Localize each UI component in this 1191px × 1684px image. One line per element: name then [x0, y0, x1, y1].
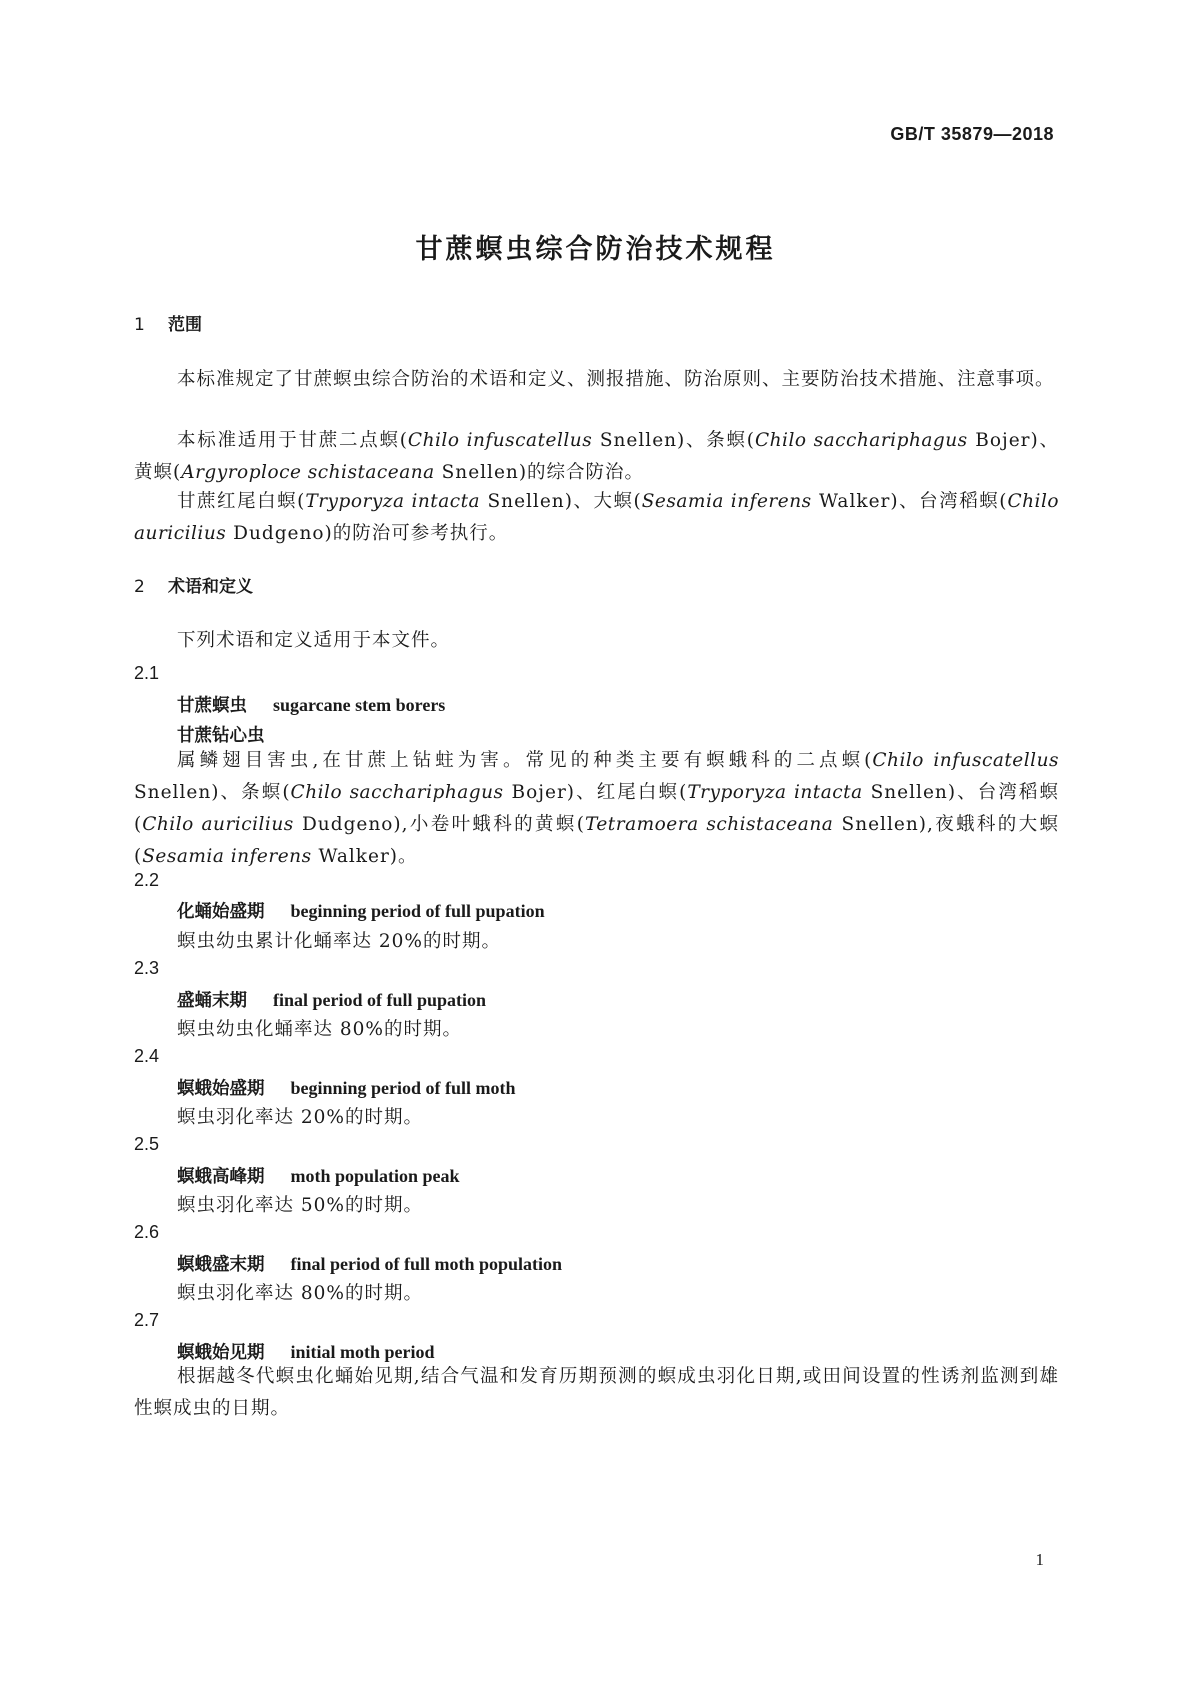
term-number: 2.3 — [134, 958, 160, 978]
section-title: 范围 — [168, 315, 202, 335]
term-number: 2.4 — [134, 1046, 160, 1066]
scope-paragraph-3: 甘蔗红尾白螟(Tryporyza intacta Snellen)、大螟(Sesamia inferens Walker)、台湾稻螟(Chilo auricilius Dudgeno)的防治可参考执行。 — [134, 491, 1060, 544]
term-definition: 螟虫幼虫累计化蛹率达 20%的时期。 — [177, 931, 502, 952]
scope-paragraph-2: 本标准适用于甘蔗二点螟(Chilo infuscatellus Snellen)、条螟(Chilo sacchariphagus Bojer)、黄螟(Argyroploce schistaceana Snellen)的综合防治。 — [134, 430, 1059, 483]
term-heading: 螟蛾始盛期 beginning period of full moth — [177, 1078, 516, 1099]
section-heading-terms — [134, 572, 253, 597]
term-number: 2.2 — [134, 870, 160, 890]
section-title: 术语和定义 — [168, 577, 253, 597]
section-number: 1 — [134, 315, 145, 335]
scope-paragraph-1: 本标准规定了甘蔗螟虫综合防治的术语和定义、测报措施、防治原则、主要防治技术措施、注意事项。 — [177, 369, 1055, 390]
terms-intro: 下列术语和定义适用于本文件。 — [177, 630, 451, 651]
page-number: 1 — [1035, 1550, 1044, 1569]
document-title: 甘蔗螟虫综合防治技术规程 — [415, 234, 776, 265]
term-definition: 螟虫羽化率达 20%的时期。 — [177, 1107, 424, 1128]
term-definition: 螟虫幼虫化蛹率达 80%的时期。 — [177, 1019, 463, 1040]
term-definition: 根据越冬代螟虫化蛹始见期,结合气温和发育历期预测的螟成虫羽化日期,或田间设置的性诱剂监测到雄性螟成虫的日期。 — [134, 1366, 1059, 1419]
term-heading: 盛蛹末期 final period of full pupation — [177, 990, 487, 1011]
section-heading-scope — [134, 310, 202, 335]
term-heading: 螟蛾始见期 initial moth period — [177, 1342, 435, 1363]
standard-code: GB/T 35879—2018 — [890, 124, 1054, 144]
section-number: 2 — [134, 577, 145, 597]
term-number: 2.6 — [134, 1222, 160, 1242]
term-heading: 螟蛾盛末期 final period of full moth population — [177, 1254, 563, 1275]
term-heading: 甘蔗螟虫 sugarcane stem borers — [177, 695, 446, 716]
term-definition: 螟虫羽化率达 80%的时期。 — [177, 1283, 424, 1304]
term-number: 2.7 — [134, 1310, 160, 1330]
term-number: 2.5 — [134, 1134, 160, 1154]
term-definition: 属鳞翅目害虫,在甘蔗上钻蛀为害。常见的种类主要有螟蛾科的二点螟(Chilo infuscatellus Snellen)、条螟(Chilo sacchariphagus Bojer)、红尾白螟(Tryporyza intacta Snellen)、台湾稻螟(Chilo auricilius Dudgeno),小卷叶蛾科的黄螟(Tetramoera schistaceana Snellen),夜蛾科的大螟(Sesamia inferens Walker)。 — [134, 750, 1060, 867]
term-heading: 螟蛾高峰期 moth population peak — [177, 1166, 460, 1187]
term-heading: 化蛹始盛期 beginning period of full pupation — [177, 901, 545, 922]
term-number: 2.1 — [134, 663, 160, 683]
term-definition: 螟虫羽化率达 50%的时期。 — [177, 1195, 424, 1216]
term-alt-name: 甘蔗钻心虫 — [177, 726, 265, 746]
